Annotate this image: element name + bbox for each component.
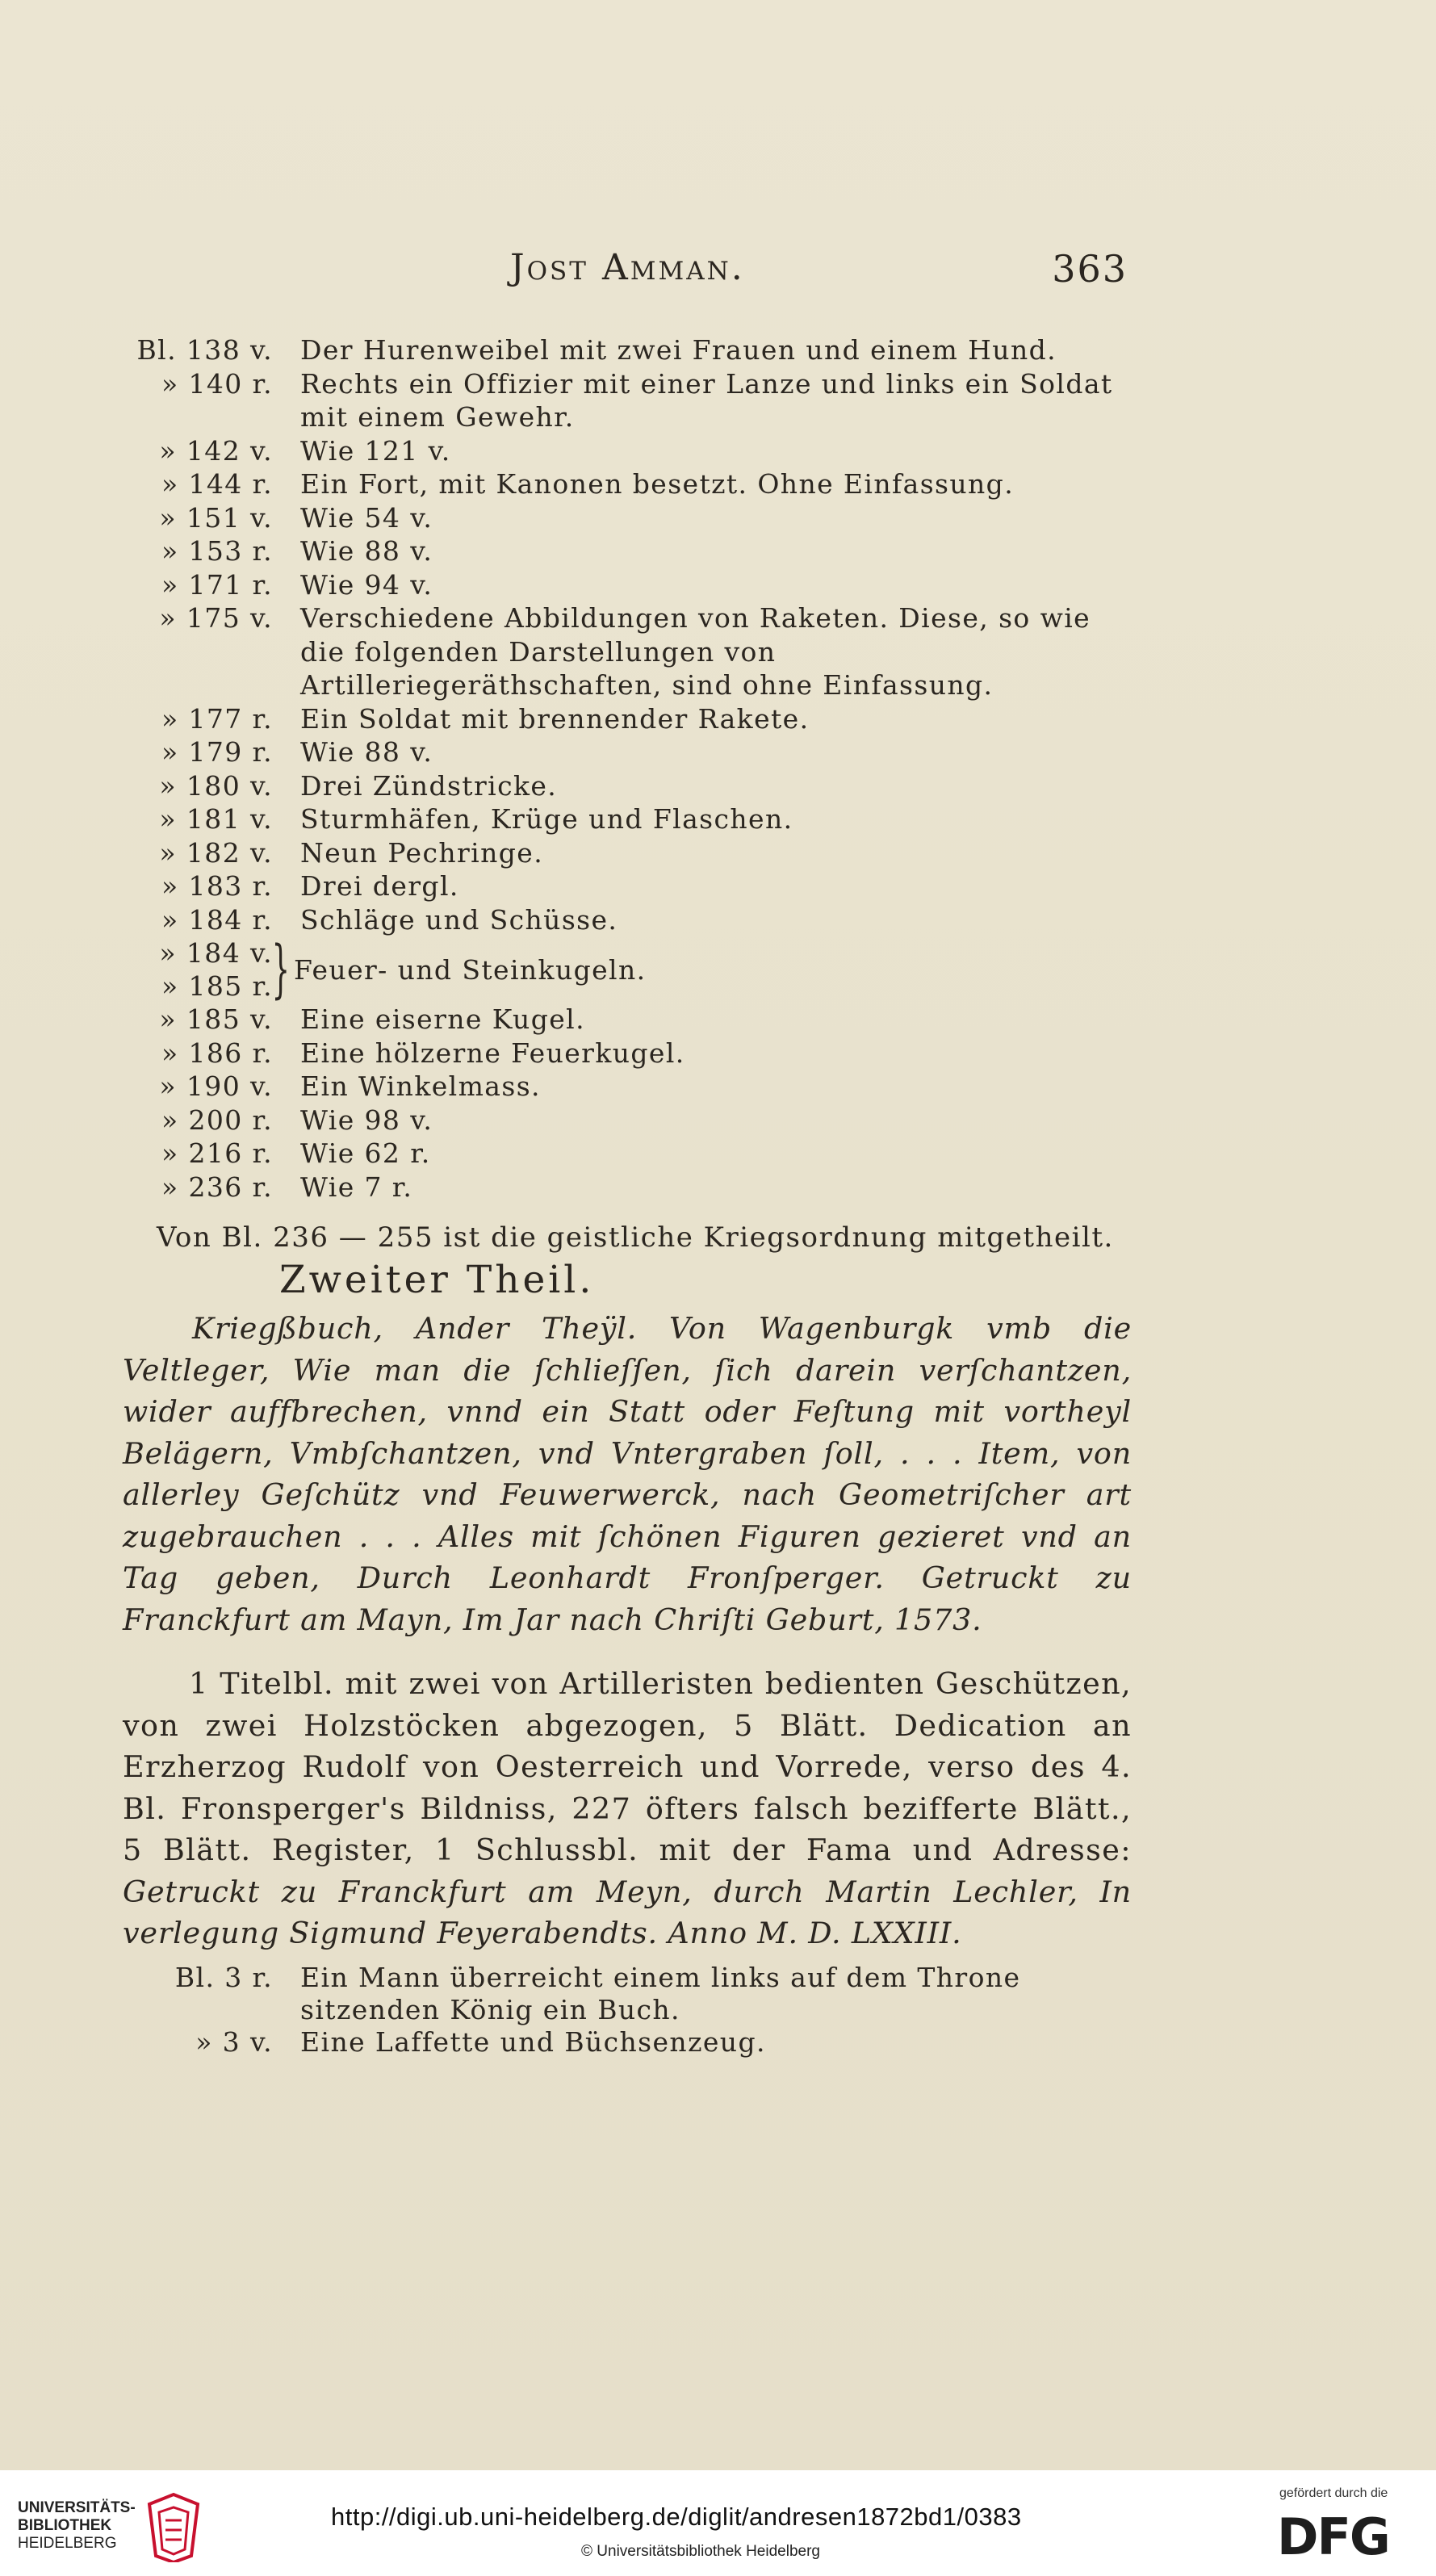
folio-description: Ein Soldat mit brennender Rakete. <box>300 702 810 735</box>
grouped-entry <box>119 933 1137 1006</box>
list-item <box>119 735 1137 769</box>
folio-description: Der Hurenweibel mit zwei Frauen und einem Hund. <box>300 334 1057 366</box>
page-number: 363 <box>1052 247 1128 291</box>
library-line: BIBLIOTHEK <box>18 2517 112 2534</box>
folio-ref: » 151 v. <box>159 501 273 534</box>
folio-description: Verschiedene Abbildungen von Raketen. Diese, so wie die folgenden Darstellungen von Artilleriegeräthschaften, sind ohne Einfassung. <box>300 602 1091 701</box>
folio-description: Wie 54 v. <box>300 501 433 534</box>
list-item <box>119 501 1137 535</box>
folio-ref: » 180 v. <box>159 769 273 802</box>
folio-ref: » 216 r. <box>161 1137 273 1169</box>
folio-ref: » 3 v. <box>195 2026 273 2058</box>
imprint-text: Getruckt zu Franckfurt am Meyn, durch Martin Lechler, In verlegung Sigmund Feyerabendts. Anno M. D. LXXIII. <box>123 1874 1132 1950</box>
folio-description: Wie 88 v. <box>300 535 433 567</box>
list-item <box>119 367 1137 434</box>
folio-ref: » 181 v. <box>159 803 273 835</box>
folio-description: Feuer- und Steinkugeln. <box>294 953 647 986</box>
running-title: Jost Amman. <box>510 247 745 288</box>
folio-description: Wie 88 v. <box>300 736 433 768</box>
folio-ref: » 190 v. <box>159 1070 273 1102</box>
section-note: Von Bl. 236 — 255 ist die geistliche Kriegsordnung mitgetheilt. <box>157 1221 1114 1254</box>
folio-ref: » 182 v. <box>159 836 273 869</box>
folio-ref: » 140 r. <box>161 367 273 400</box>
entry-list <box>119 333 1137 1204</box>
folio-description: Ein Fort, mit Kanonen besetzt. Ohne Einfassung. <box>300 468 1015 500</box>
grouped-refs <box>119 936 273 1003</box>
list-item <box>119 467 1137 501</box>
list-item <box>119 869 1137 903</box>
folio-ref: » 177 r. <box>161 702 273 735</box>
folio-description: Wie 121 v. <box>300 434 451 467</box>
list-item <box>119 2026 1137 2059</box>
list-item <box>119 1962 1137 2026</box>
folio-description: Wie 7 r. <box>300 1171 413 1203</box>
folio-ref: » 175 v. <box>159 602 273 634</box>
folio-description: Neun Pechringe. <box>300 836 544 869</box>
list-item <box>119 1070 1137 1104</box>
folio-description: Rechts ein Offizier mit einer Lanze und links ein Soldat mit einem Gewehr. <box>300 367 1113 433</box>
folio-ref: » 142 v. <box>159 434 273 467</box>
folio-ref: » 200 r. <box>161 1104 273 1136</box>
list-item <box>119 1171 1137 1204</box>
library-line: UNIVERSITÄTS- <box>18 2499 136 2516</box>
folio-ref: » 185 v. <box>159 1003 273 1035</box>
list-item <box>119 434 1137 468</box>
folio-description: Drei dergl. <box>300 870 459 902</box>
funded-by-label: gefördert durch die <box>1279 2486 1388 2500</box>
folio-description: Ein Mann überreicht einem links auf dem Throne sitzenden König ein Buch. <box>300 1962 1021 2025</box>
permalink[interactable]: http://digi.ub.uni-heidelberg.de/diglit/andresen1872bd1/0383 <box>331 2503 1022 2531</box>
list-item <box>119 903 1137 937</box>
folio-description: Eine eiserne Kugel. <box>300 1003 585 1035</box>
footer-bar <box>0 2470 1436 2576</box>
list-item <box>119 1003 1137 1037</box>
folio-ref: » 144 r. <box>161 468 273 500</box>
folio-ref: Bl. 138 v. <box>136 334 273 366</box>
folio-ref: » 184 v. <box>159 937 273 969</box>
list-item <box>119 534 1137 568</box>
list-item <box>119 769 1137 803</box>
folio-ref: » 186 r. <box>161 1037 273 1069</box>
folio-description: Eine hölzerne Feuerkugel. <box>300 1037 685 1069</box>
list-item <box>119 601 1137 702</box>
list-item <box>119 1137 1137 1171</box>
folio-description: Wie 98 v. <box>300 1104 433 1136</box>
folio-description: Ein Winkelmass. <box>300 1070 541 1102</box>
library-logo-icon <box>141 2488 206 2562</box>
list-item <box>119 1104 1137 1137</box>
list-item <box>119 702 1137 736</box>
brace-glyph: } <box>271 933 291 1006</box>
entry-list-2 <box>119 1962 1137 2059</box>
list-item <box>119 568 1137 602</box>
list-item <box>119 836 1137 870</box>
section-title: Zweiter Theil. <box>279 1258 595 1302</box>
book-title-paragraph: Kriegßbuch, Ander Theÿl. Von Wagenburgk vmb die Veltleger, Wie man die ſchlieſſen, ſich darein verſchantzen, wider auffbrechen, vnnd ein Statt oder Feſtung mit vortheyl Belägern, Vmbſchantzen, vnd Vntergraben ſoll, . . . Item, von allerley Geſchütz vnd Feuwerwerck, nach Geometriſcher art zugebrauchen . . . Alles mit ſchönen Figuren gezieret vnd an Tag geben, Durch Leonhardt Fronſperger. Getruckt zu Franckfurt am Mayn, Im Jar nach Chriſti Geburt, 1573. <box>123 1311 1132 1637</box>
folio-description: Sturmhäfen, Krüge und Flaschen. <box>300 803 793 835</box>
list-item <box>119 333 1137 367</box>
folio-ref: » 153 r. <box>161 535 273 567</box>
folio-ref: » 236 r. <box>161 1171 273 1203</box>
page-header <box>123 247 1128 295</box>
folio-ref: » 183 r. <box>161 870 273 902</box>
folio-description: Wie 62 r. <box>300 1137 431 1169</box>
folio-description: Drei Zündstricke. <box>300 769 558 802</box>
folio-description: Wie 94 v. <box>300 568 433 601</box>
folio-description: Schläge und Schüsse. <box>300 903 618 936</box>
folio-description: Eine Laffette und Büchsenzeug. <box>300 2026 766 2058</box>
dfg-logo: DFG <box>1277 2507 1389 2566</box>
list-item <box>119 1037 1137 1070</box>
collation-text: 1 Titelbl. mit zwei von Artilleristen bedienten Geschützen, von zwei Holzstöcken abgezogen, 5 Blätt. Dedication an Erzherzog Rudolf von Oesterreich und Vorrede, verso des 4. Bl. Fronsperger's Bildniss, 227 öfters falsch bezifferte Blätt., 5 Blätt. Register, 1 Schlussbl. mit der Fama und Adresse: <box>123 1666 1132 1867</box>
folio-ref: » 184 r. <box>161 903 273 936</box>
list-item <box>119 802 1137 836</box>
library-name <box>18 2499 136 2553</box>
folio-ref: » 185 r. <box>161 970 273 1002</box>
copyright-notice: © Universitätsbibliothek Heidelberg <box>581 2543 820 2560</box>
folio-ref: » 179 r. <box>161 736 273 768</box>
library-line: HEIDELBERG <box>18 2535 117 2552</box>
folio-ref: » 171 r. <box>161 568 273 601</box>
collation-paragraph <box>123 1663 1132 1954</box>
folio-ref: Bl. 3 r. <box>174 1962 273 1993</box>
